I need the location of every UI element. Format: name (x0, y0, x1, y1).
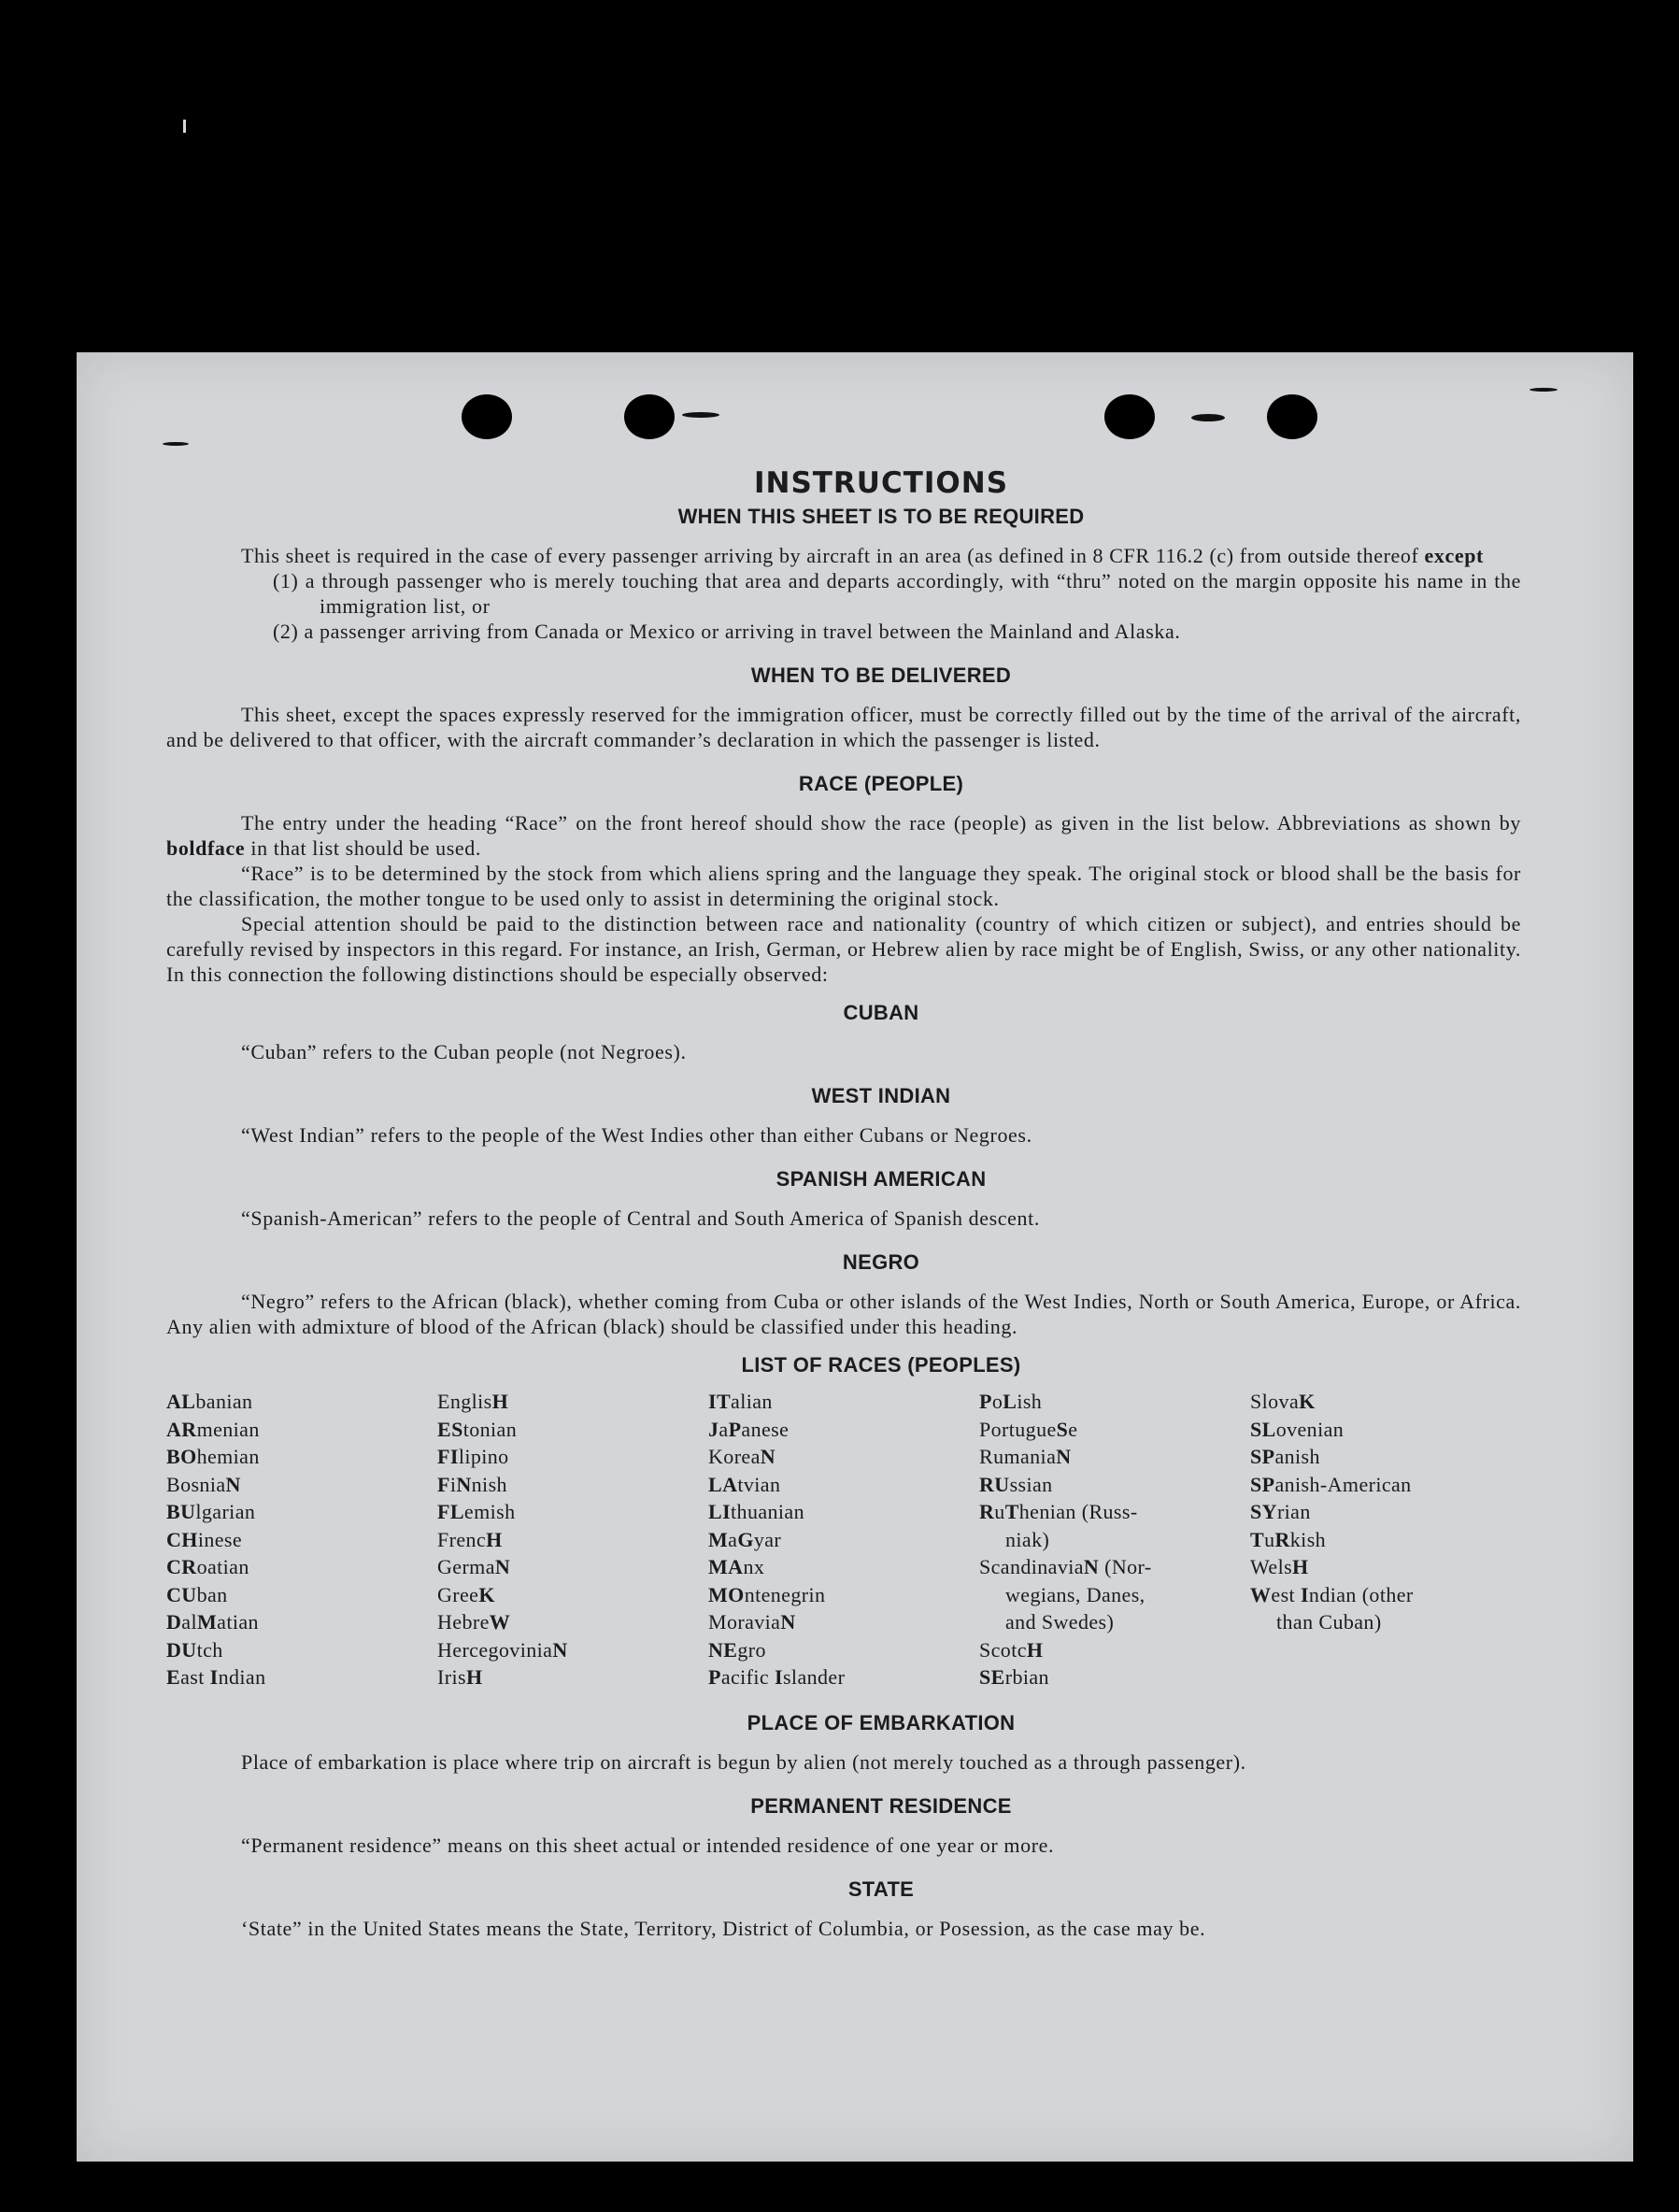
race-name-part: Portugue (979, 1417, 1057, 1441)
race-abbreviation: SP (1250, 1472, 1275, 1496)
race-paragraph-1-end: in that list should be used. (250, 836, 481, 860)
punch-hole (462, 394, 512, 439)
when-required-except: except (1424, 544, 1484, 567)
race-name-part: u (1264, 1527, 1275, 1551)
race-name-part: o (991, 1390, 1003, 1413)
race-abbreviation: P (979, 1390, 992, 1413)
race-entry (708, 1471, 979, 1499)
race-entry (708, 1526, 979, 1554)
race-entry (1250, 1553, 1521, 1581)
race-entry (437, 1663, 708, 1691)
race-entry (979, 1498, 1250, 1526)
cuban-text: “Cuban” refers to the Cuban people (not Negroes). (241, 1040, 687, 1063)
race-name-part: al (181, 1610, 197, 1634)
race-name-part: Rumania (979, 1445, 1057, 1468)
section-heading-west-indian: WEST INDIAN (811, 1084, 951, 1107)
race-name-part: nx (743, 1555, 765, 1578)
instructions-content (166, 464, 1521, 1941)
race-entry (708, 1636, 979, 1664)
race-abbreviation: H (465, 1665, 483, 1689)
race-entry (437, 1581, 708, 1609)
race-entry (979, 1416, 1250, 1444)
section-heading-cuban: CUBAN (843, 1001, 919, 1024)
punch-hole (1267, 394, 1317, 439)
race-name-part: menian (196, 1417, 260, 1441)
scan-mark (183, 120, 186, 133)
race-entry (166, 1498, 437, 1526)
race-name-part: thuanian (731, 1500, 805, 1523)
race-abbreviation: K (478, 1582, 495, 1606)
race-name-part: Moravia (708, 1610, 781, 1634)
race-name-part: Frenc (437, 1527, 487, 1551)
race-abbreviation: CR (166, 1555, 197, 1578)
race-entry (166, 1608, 437, 1636)
race-entry (1250, 1471, 1521, 1499)
section-heading-when-required: WHEN THIS SHEET IS TO BE REQUIRED (677, 505, 1085, 528)
race-entry (437, 1526, 708, 1554)
section-heading-when-delivered: WHEN TO BE DELIVERED (750, 664, 1012, 687)
race-entry (979, 1388, 1250, 1416)
race-entry (437, 1388, 708, 1416)
race-abbreviation: D (166, 1610, 182, 1634)
race-abbreviation: E (166, 1665, 181, 1689)
race-entry (166, 1388, 437, 1416)
race-name-part: alian (731, 1390, 773, 1413)
race-entry (166, 1443, 437, 1471)
race-column (708, 1388, 979, 1691)
race-abbreviation: H (1026, 1637, 1044, 1662)
race-name-part: (Nor- (1099, 1555, 1152, 1578)
race-entry (166, 1581, 437, 1609)
race-entry (1250, 1526, 1521, 1554)
race-abbreviation: R (979, 1500, 995, 1523)
race-entry-continuation: wegians, Danes, (1005, 1582, 1145, 1606)
race-abbreviation: IT (708, 1390, 732, 1413)
race-name-part: ntenegrin (744, 1582, 826, 1606)
race-entry (166, 1553, 437, 1581)
race-name-part: est (1271, 1582, 1301, 1606)
race-name-part: u (994, 1500, 1005, 1523)
race-name-part: tch (196, 1637, 223, 1662)
race-entry (708, 1663, 979, 1691)
race-name-part: rian (1276, 1500, 1311, 1523)
race-abbreviation: ES (437, 1417, 463, 1441)
race-entry-continuation: niak) (1005, 1527, 1050, 1551)
race-abbreviation: N (456, 1472, 472, 1496)
race-abbreviation: I (209, 1665, 219, 1689)
race-abbreviation: SL (1250, 1417, 1276, 1441)
section-heading-negro: NEGRO (842, 1250, 920, 1274)
race-entry (437, 1471, 708, 1499)
race-name-part: ish (1017, 1390, 1043, 1413)
race-abbreviation: AL (166, 1390, 196, 1413)
race-column (437, 1388, 708, 1691)
ink-speck (1530, 388, 1558, 392)
ink-speck (682, 412, 719, 418)
race-name-part: banian (195, 1390, 253, 1413)
race-abbreviation: LA (708, 1472, 738, 1496)
race-abbreviation: SP (1250, 1445, 1275, 1468)
race-name-part: a (719, 1417, 729, 1441)
race-name-part: yar (753, 1527, 782, 1551)
race-abbreviation: AR (166, 1417, 197, 1441)
race-entry (1250, 1443, 1521, 1471)
race-abbreviation: P (708, 1665, 721, 1689)
punch-hole (1104, 394, 1155, 439)
race-entry (166, 1636, 437, 1664)
race-name-part: inese (197, 1527, 243, 1551)
race-abbreviation: F (437, 1472, 450, 1496)
when-required-item-1: (1) a through passenger who is merely touching that area and departs accordingly, with “thru” noted on the margin opposite his name in the immigration list, or (273, 569, 1521, 618)
race-abbreviation: N (1083, 1555, 1100, 1578)
race-name-part: nish (471, 1472, 507, 1496)
race-name-part: Scotc (979, 1637, 1027, 1662)
section-heading-race: RACE (PEOPLE) (798, 772, 964, 795)
race-name-part: Hercegovinia (437, 1637, 553, 1662)
race-paragraph-1-start: The entry under the heading “Race” on the front hereof should show the race (people) as given in the list below. Abbreviations as shown by (241, 811, 1521, 835)
section-heading-permanent-residence: PERMANENT RESIDENCE (750, 1793, 1012, 1818)
race-name-part: Scandinavia (979, 1555, 1084, 1578)
race-name-part: ban (196, 1582, 228, 1606)
race-name-part: a (728, 1527, 738, 1551)
race-entry (708, 1443, 979, 1471)
race-name-part: rbian (1004, 1665, 1049, 1689)
race-entry (708, 1553, 979, 1581)
instruction-sheet (77, 352, 1633, 2162)
race-abbreviation: H (491, 1390, 509, 1413)
race-name-part: ndian (218, 1665, 266, 1689)
race-abbreviation: BO (166, 1445, 197, 1468)
place-of-embarkation-text: Place of embarkation is place where trip on aircraft is begun by alien (not merely touched as a through passenger). (241, 1749, 1246, 1774)
race-entry (166, 1471, 437, 1499)
race-name-part: slander (782, 1665, 846, 1689)
race-abbreviation: M (708, 1527, 729, 1551)
race-entry (979, 1443, 1250, 1471)
race-abbreviation: J (708, 1417, 719, 1441)
race-name-part: lipino (458, 1445, 509, 1468)
west-indian-text: “West Indian” refers to the people of the West Indies other than either Cubans or Negroes. (241, 1123, 1032, 1147)
race-name-part: Germa (437, 1555, 495, 1578)
race-entry (437, 1498, 708, 1526)
race-name-part: Gree (437, 1582, 479, 1606)
race-abbreviation: S (1056, 1417, 1069, 1441)
race-abbreviation: I (775, 1665, 783, 1689)
section-heading-spanish-american: SPANISH AMERICAN (775, 1167, 987, 1191)
race-entry (708, 1498, 979, 1526)
race-abbreviation: L (1003, 1390, 1017, 1413)
race-name-part: ovenian (1275, 1417, 1345, 1441)
spanish-american-text: “Spanish-American” refers to the people of Central and South America of Spanish descent. (241, 1206, 1040, 1230)
when-required-intro-text: This sheet is required in the case of every passenger arriving by aircraft in an area (as defined in 8 CFR 116.2 (c) from outside thereof (241, 544, 1419, 567)
race-name-part: Korea (708, 1445, 761, 1468)
race-paragraph-3: Special attention should be paid to the distinction between race and nationality (country of which citizen or subject), and entries should be carefully revised by inspectors in this regard. For instance, an Irish, German, or Hebrew alien by race might be of English, Swiss, or any other nationality. In this connection the following distinctions should be especially observed: (166, 912, 1521, 986)
race-name-part: acific (720, 1665, 775, 1689)
race-entry-continuation: than Cuban) (1276, 1610, 1382, 1634)
section-heading-list-of-races: LIST OF RACES (PEOPLES) (741, 1353, 1021, 1377)
race-abbreviation: MO (708, 1582, 745, 1606)
race-name-part: tvian (737, 1472, 781, 1496)
permanent-residence-text: “Permanent residence” means on this sheet actual or intended residence of one year or more. (241, 1833, 1055, 1857)
race-name-part: lgarian (195, 1500, 256, 1523)
race-entry (437, 1636, 708, 1664)
ink-speck (163, 442, 189, 446)
race-entry (166, 1416, 437, 1444)
race-column (1250, 1388, 1521, 1691)
race-name-part: emish (463, 1500, 516, 1523)
race-entry (708, 1388, 979, 1416)
race-abbreviation: MA (708, 1555, 744, 1578)
race-entry (979, 1553, 1250, 1581)
race-entry (166, 1526, 437, 1554)
race-name-part: gro (737, 1637, 766, 1662)
race-boldface-word: boldface (166, 836, 246, 860)
section-heading-state: STATE (847, 1877, 915, 1901)
race-abbreviation: N (1056, 1445, 1072, 1468)
race-abbreviation: W (1250, 1582, 1272, 1606)
race-name-part: i (449, 1472, 457, 1496)
race-abbreviation: LI (708, 1500, 732, 1523)
race-entry (979, 1663, 1250, 1691)
race-abbreviation: W (489, 1610, 511, 1634)
race-name-part: Wels (1250, 1555, 1293, 1578)
race-abbreviation: H (1292, 1555, 1309, 1578)
race-name-part: atian (217, 1610, 259, 1634)
section-heading-place-of-embarkation: PLACE OF EMBARKATION (747, 1710, 1016, 1734)
punch-hole (624, 394, 675, 439)
race-abbreviation: NE (708, 1637, 738, 1662)
race-name-part: Slova (1250, 1390, 1300, 1413)
list-of-races (166, 1388, 1521, 1691)
page-title: INSTRUCTIONS (753, 466, 1009, 500)
race-abbreviation: N (494, 1555, 511, 1578)
race-paragraph-2: “Race” is to be determined by the stock from which aliens spring and the language they speak. The original stock or blood shall be the basis for the classification, the mother tongue to be used only to assist in determining the original stock. (166, 862, 1521, 910)
race-abbreviation: FI (437, 1445, 459, 1468)
race-abbreviation: DU (166, 1637, 197, 1662)
race-name-part: Hebre (437, 1610, 490, 1634)
race-abbreviation: CH (166, 1527, 198, 1551)
race-name-part: ast (180, 1665, 210, 1689)
race-name-part: kish (1289, 1527, 1327, 1551)
race-entry (437, 1443, 708, 1471)
race-entry (1250, 1581, 1521, 1609)
race-name-part: e (1068, 1417, 1078, 1441)
when-required-intro (166, 543, 1521, 568)
race-entry (1250, 1498, 1521, 1526)
race-abbreviation: I (1300, 1582, 1309, 1606)
race-abbreviation: BU (166, 1500, 196, 1523)
race-abbreviation: R (1274, 1527, 1290, 1551)
race-abbreviation: CU (166, 1582, 197, 1606)
race-entry (708, 1416, 979, 1444)
race-entry (437, 1608, 708, 1636)
race-column (979, 1388, 1250, 1691)
race-entry (979, 1471, 1250, 1499)
race-entry (708, 1581, 979, 1609)
race-abbreviation: FL (437, 1500, 464, 1523)
race-abbreviation: H (486, 1527, 503, 1551)
race-name-part: ssian (1009, 1472, 1053, 1496)
race-name-part: anish-American (1274, 1472, 1412, 1496)
race-abbreviation: N (552, 1637, 568, 1662)
race-name-part: oatian (196, 1555, 249, 1578)
race-name-part: Englis (437, 1390, 492, 1413)
race-name-part: Bosnia (166, 1472, 226, 1496)
race-abbreviation: P (728, 1417, 742, 1441)
race-name-part: henian (Russ- (1018, 1500, 1138, 1523)
race-paragraph-1 (166, 810, 1521, 861)
race-abbreviation: RU (979, 1472, 1010, 1496)
when-required-item-2: (2) a passenger arriving from Canada or Mexico or arriving in travel between the Mainland and Alaska. (273, 620, 1181, 643)
race-abbreviation: N (760, 1445, 776, 1468)
race-name-part: anese (741, 1417, 790, 1441)
race-name-part: hemian (196, 1445, 260, 1468)
race-abbreviation: T (1250, 1527, 1265, 1551)
race-abbreviation: N (225, 1472, 241, 1496)
race-abbreviation: M (196, 1610, 218, 1634)
race-entry-continuation: and Swedes) (1005, 1610, 1115, 1634)
race-entry (1250, 1416, 1521, 1444)
race-entry (1250, 1388, 1521, 1416)
race-abbreviation: N (780, 1610, 796, 1634)
race-entry (979, 1636, 1250, 1664)
race-name-part: anish (1274, 1445, 1320, 1468)
negro-text: “Negro” refers to the African (black), whether coming from Cuba or other islands of the West Indies, North or South America, Europe, or Africa. Any alien with admixture of blood of the African (black) should be classified under this heading. (166, 1290, 1521, 1338)
race-abbreviation: K (1299, 1390, 1316, 1413)
race-entry (708, 1608, 979, 1636)
race-abbreviation: G (737, 1527, 754, 1551)
race-entry (166, 1663, 437, 1691)
race-abbreviation: T (1004, 1500, 1019, 1523)
race-column (166, 1388, 437, 1691)
race-name-part: Iris (437, 1665, 466, 1689)
race-name-part: ndian (other (1308, 1582, 1414, 1606)
race-entry (437, 1553, 708, 1581)
race-name-part: tonian (462, 1417, 518, 1441)
state-text: ‘State” in the United States means the State, Territory, District of Columbia, or Posession, as the case may be. (241, 1916, 1206, 1940)
ink-speck (1191, 414, 1225, 421)
when-delivered-text: This sheet, except the spaces expressly reserved for the immigration officer, must be correctly filled out by the time of the arrival of the aircraft, and be delivered to that officer, with the aircraft commander’s declaration in which the passenger is listed. (166, 703, 1521, 751)
race-abbreviation: SY (1250, 1500, 1277, 1523)
race-abbreviation: SE (979, 1665, 1005, 1689)
race-entry (437, 1416, 708, 1444)
